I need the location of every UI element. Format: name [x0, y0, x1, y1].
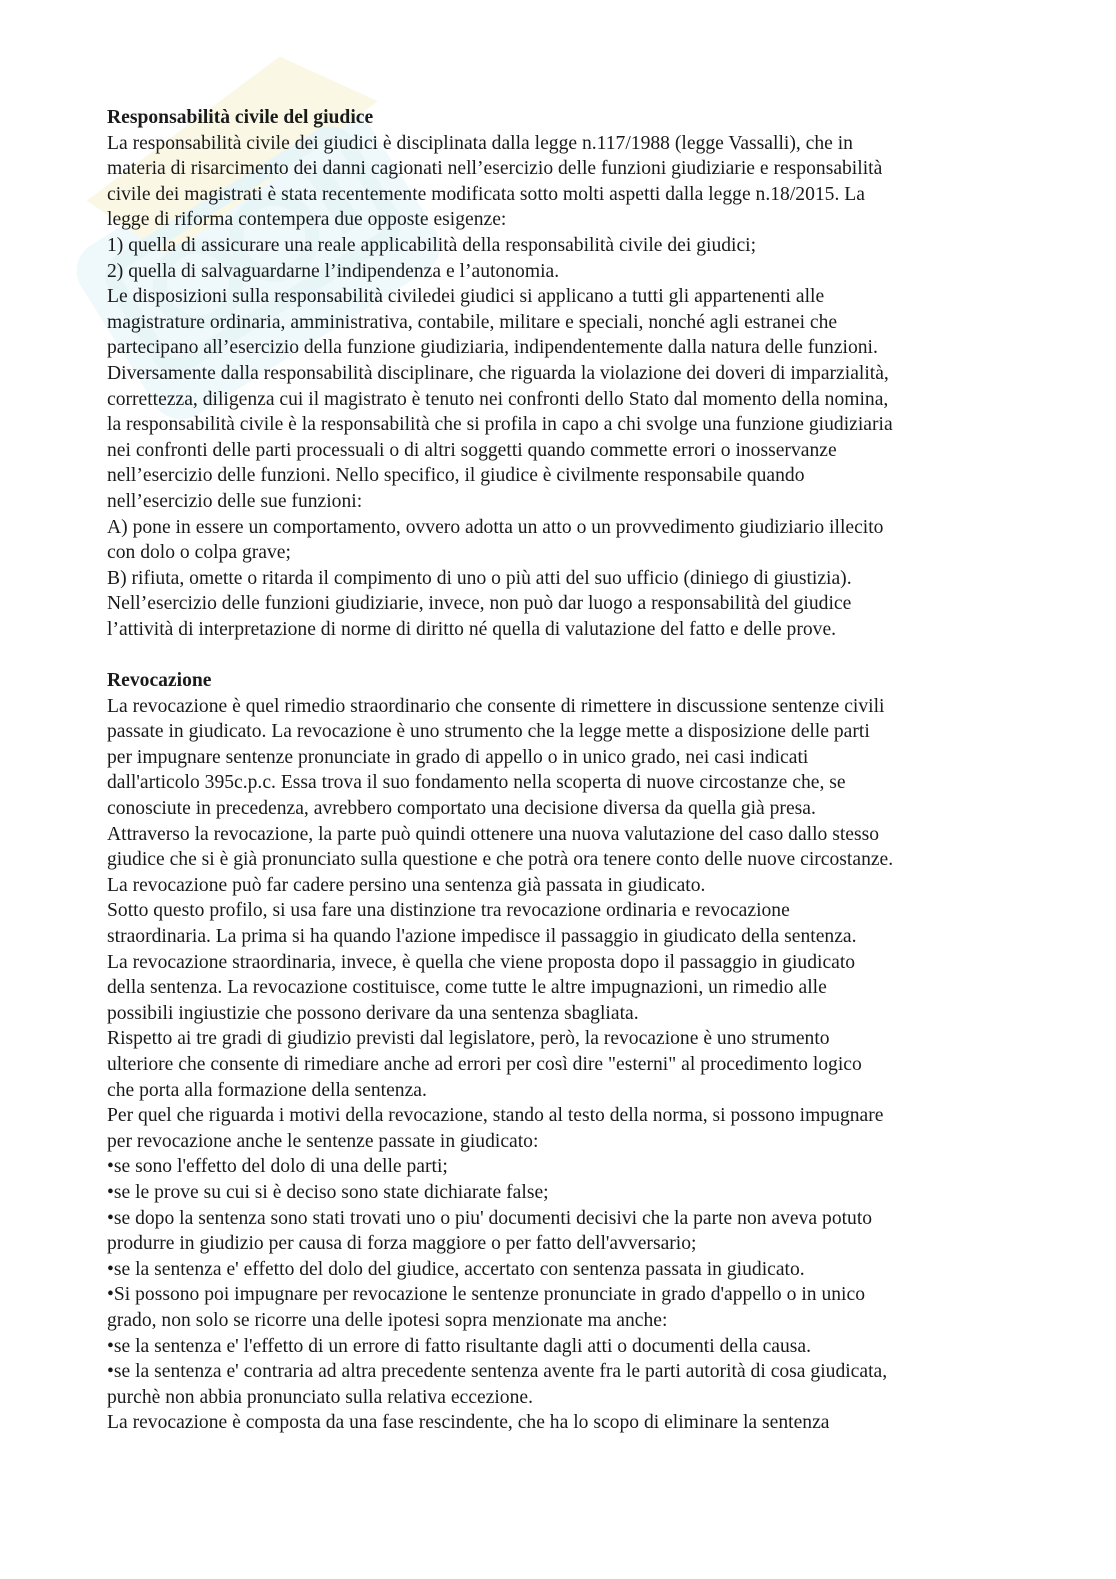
text-line: con dolo o colpa grave;	[107, 542, 291, 564]
text-line: per impugnare sentenze pronunciate in grado di appello o in unico grado, nei casi indicati	[107, 746, 809, 768]
section-title-revocazione: Revocazione	[107, 670, 212, 692]
text-line: conosciute in precedenza, avrebbero comportato una decisione diversa da quella già presa.	[107, 798, 816, 820]
text-line: ulteriore che consente di rimediare anche ad errori per così dire "esterni" al procedimento logico	[107, 1053, 862, 1075]
text-line: partecipano all’esercizio della funzione giudiziaria, indipendentemente dalla natura delle funzioni.	[107, 337, 878, 359]
text-line: La responsabilità civile dei giudici è disciplinata dalla legge n.117/1988 (legge Vassalli), che in	[107, 132, 853, 154]
text-line: Diversamente dalla responsabilità disciplinare, che riguarda la violazione dei doveri di imparzialità,	[107, 362, 889, 384]
bullet-item: •se la sentenza e' contraria ad altra precedente sentenza avente fra le parti autorità di cosa giudicata,	[107, 1361, 888, 1383]
text-line: Sotto questo profilo, si usa fare una distinzione tra revocazione ordinaria e revocazione	[107, 900, 790, 922]
bullet-item: •se le prove su cui si è deciso sono state dichiarate false;	[107, 1181, 549, 1203]
bullet-item: •se la sentenza e' l'effetto di un errore di fatto risultante dagli atti o documenti della causa.	[107, 1335, 811, 1357]
text-line: nei confronti delle parti processuali o di altri soggetti quando commette errori o inosservanze	[107, 439, 837, 461]
text-line: materia di risarcimento dei danni cagionati nell’esercizio delle funzioni giudiziarie e responsabilità	[107, 158, 883, 180]
text-line: Le disposizioni sulla responsabilità civiledei giudici si applicano a tutti gli appartenenti alle	[107, 286, 825, 308]
text-line: A) pone in essere un comportamento, ovvero adotta un atto o un provvedimento giudiziario illecito	[107, 516, 884, 538]
text-line: civile dei magistrati è stata recentemente modificata sotto molti aspetti dalla legge n.18/2015. La	[107, 183, 865, 205]
bullet-item: •Si possono poi impugnare per revocazione le sentenze pronunciate in grado d'appello o in unico	[107, 1284, 865, 1306]
text-line: possibili ingiustizie che possono derivare da una sentenza sbagliata.	[107, 1002, 639, 1024]
text-line: che porta alla formazione della sentenza.	[107, 1079, 427, 1101]
bullet-item: •se sono l'effetto del dolo di una delle parti;	[107, 1156, 448, 1178]
text-line: straordinaria. La prima si ha quando l'azione impedisce il passaggio in giudicato della sentenza.	[107, 926, 857, 947]
text-line: Per quel che riguarda i motivi della revocazione, stando al testo della norma, si possono impugnare	[107, 1105, 884, 1127]
text-line: nell’esercizio delle sue funzioni:	[107, 490, 363, 512]
text-line: Nell’esercizio delle funzioni giudiziarie, invece, non può dar luogo a responsabilità del giudice	[107, 593, 852, 615]
text-line: correttezza, diligenza cui il magistrato è tenuto nei confronti dello Stato dal momento della nomina,	[107, 388, 889, 410]
text-line: giudice che si è già pronunciato sulla questione e che potrà ora tenere conto delle nuove circostanze.	[107, 849, 894, 871]
text-line: 1) quella di assicurare una reale applicabilità della responsabilità civile dei giudici;	[107, 234, 757, 256]
text-line: purchè non abbia pronunciato sulla relativa eccezione.	[107, 1386, 533, 1408]
text-line: della sentenza. La revocazione costituisce, come tutte le altre impugnazioni, un rimedio alle	[107, 977, 827, 999]
bullet-item: •se dopo la sentenza sono stati trovati uno o piu' documenti decisivi che la parte non aveva potuto	[107, 1207, 873, 1229]
text-line: La revocazione è composta da una fase rescindente, che ha lo scopo di eliminare la sentenza	[107, 1412, 830, 1434]
text-line: grado, non solo se ricorre una delle ipotesi sopra menzionate ma anche:	[107, 1309, 668, 1331]
text-line: La revocazione è quel rimedio straordinario che consente di rimettere in discussione sentenze civili	[107, 695, 885, 717]
text-line: passate in giudicato. La revocazione è uno strumento che la legge mette a disposizione delle parti	[107, 721, 870, 743]
text-line: La revocazione può far cadere persino una sentenza già passata in giudicato.	[107, 874, 706, 896]
section-title-responsabilita: Responsabilità civile del giudice	[107, 107, 374, 128]
text-line: la responsabilità civile è la responsabilità che si profila in capo a chi svolge una funzione giudiziaria	[107, 414, 893, 436]
text-line: B) rifiuta, omette o ritarda il compimento di uno o più atti del suo ufficio (diniego di giustizia).	[107, 567, 852, 589]
text-line: 2) quella di salvaguardarne l’indipendenza e l’autonomia.	[107, 260, 560, 282]
section-spacer	[107, 642, 1007, 668]
text-line: per revocazione anche le sentenze passate in giudicato:	[107, 1130, 539, 1152]
text-line: dall'articolo 395c.p.c. Essa trova il suo fondamento nella scoperta di nuove circostanze che, se	[107, 772, 846, 794]
text-line: nell’esercizio delle funzioni. Nello specifico, il giudice è civilmente responsabile quando	[107, 465, 805, 487]
text-line: Attraverso la revocazione, la parte può quindi ottenere una nuova valutazione del caso dallo stesso	[107, 823, 880, 845]
text-line: magistrature ordinaria, amministrativa, contabile, militare e speciali, nonché agli estranei che	[107, 311, 838, 333]
bullet-item: •se la sentenza e' effetto del dolo del giudice, accertato con sentenza passata in giudicato.	[107, 1258, 805, 1280]
text-line: Rispetto ai tre gradi di giudizio previsti dal legislatore, però, la revocazione è uno strumento	[107, 1028, 830, 1050]
text-line: La revocazione straordinaria, invece, è quella che viene proposta dopo il passaggio in giudicato	[107, 951, 856, 973]
document-page	[107, 105, 1007, 1436]
text-line: legge di riforma contempera due opposte esigenze:	[107, 209, 507, 231]
text-line: produrre in giudizio per causa di forza maggiore o per fatto dell'avversario;	[107, 1233, 697, 1255]
section-body-responsabilita	[107, 131, 1007, 643]
text-line: l’attività di interpretazione di norme di diritto né quella di valutazione del fatto e delle prove.	[107, 618, 837, 640]
section-body-revocazione	[107, 694, 1007, 1436]
